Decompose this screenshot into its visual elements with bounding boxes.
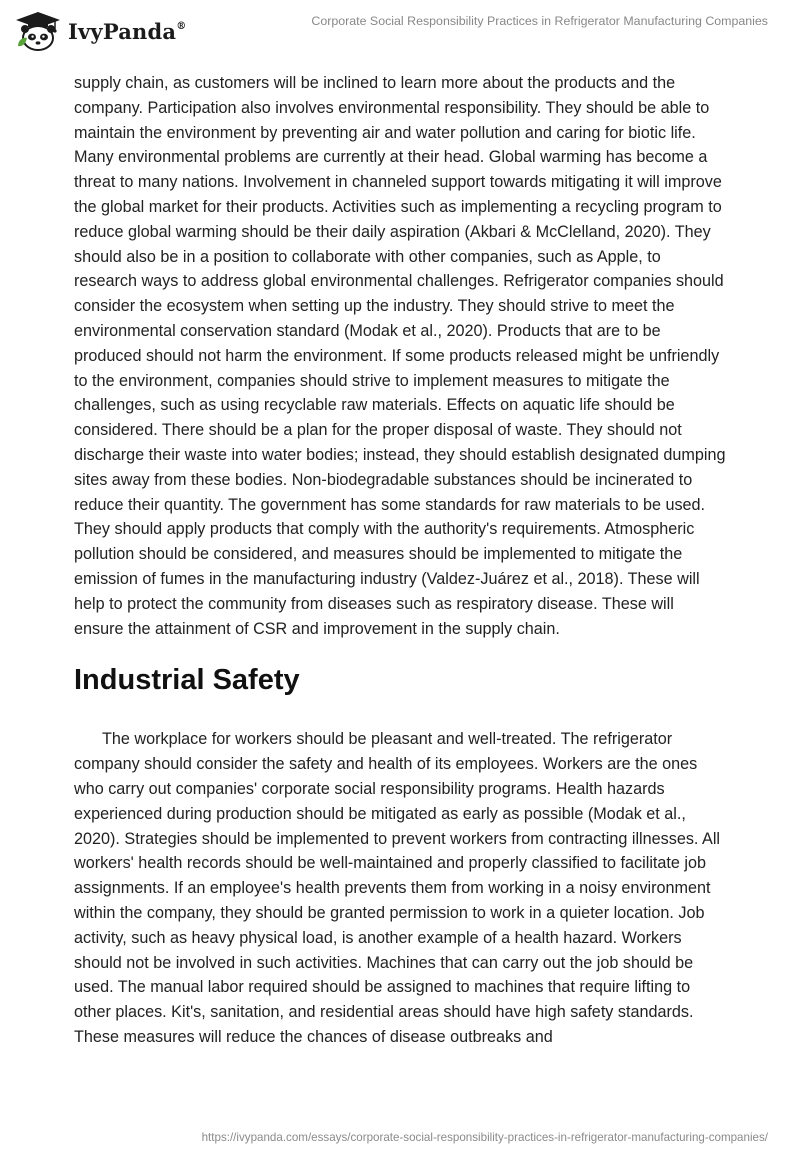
registered-mark: ® xyxy=(176,20,187,32)
source-url[interactable]: https://ivypanda.com/essays/corporate-social-responsibility-practices-in-refrigerator-manufacturing-companies/ xyxy=(201,1131,768,1144)
body-paragraph: supply chain, as customers will be inclined to learn more about the products and the company. Participation also involves environmental responsibility. They should be able to maintain the environment by preventing air and water pollution and caring for biotic life. Many environmental problems are currently at their head. Global warming has become a threat to many nations. Involvement in channeled support towards mitigating it will improve the global market for their products. Activities such as implementing a recycling program to reduce global warming should be their daily aspiration (Akbari & McClelland, 2020). They should also be in a position to collaborate with other companies, such as Apple, to research ways to address global environmental challenges. Refrigerator companies should consider the ecosystem when setting up the industry. They should strive to meet the environmental conservation standard (Modak et al., 2020). Products that are to be produced should not harm the environment. If some products released might be unfriendly to the environment, companies should strive to implement measures to mitigate the challenges, such as using recyclable raw materials. Effects on aquatic life should be considered. There should be a plan for the proper disposal of waste. They should not discharge their waste into water bodies; instead, they should establish designated dumping sites away from these bodies. Non-biodegradable substances should be incinerated to reduce their quantity. The government has some standards for raw materials to be used. They should apply products that comply with the authority's requirements. Atmospheric pollution should be considered, and measures should be implemented to mitigate the emission of fumes in the manufacturing industry (Valdez-Juárez et al., 2018). These will help to protect the community from diseases such as respiratory disease. These will ensure the attainment of CSR and improvement in the supply chain. xyxy=(74,74,726,638)
section-heading: Industrial Safety xyxy=(74,664,300,697)
page-header xyxy=(0,0,800,64)
panda-graduation-cap-icon xyxy=(14,10,62,52)
essay-content xyxy=(74,71,726,1050)
body-paragraph: The workplace for workers should be pleasant and well-treated. The refrigerator company should consider the safety and health of its employees. Workers are the ones who carry out companies' corporate social responsibility programs. Health hazards experienced during production should be mitigated as early as possible (Modak et al., 2020). Strategies should be implemented to prevent workers from contracting illnesses. All workers' health records should be well-maintained and properly classified to facilitate job assignments. If an employee's health prevents them from working in a noisy environment within the company, they should be granted permission to work in a quieter location. Job activity, such as heavy physical load, is another example of a health hazard. Workers should not be involved in such activities. Machines that can carry out the job should be used. The manual labor required should be assigned to machines that require lifting to other places. Kit's, sanitation, and residential areas should have high safety standards. These measures will reduce the chances of disease outbreaks and xyxy=(74,730,721,1046)
brand-name: IvyPanda® xyxy=(68,18,187,44)
brand-logo[interactable] xyxy=(14,8,186,54)
document-title: Corporate Social Responsibility Practices in Refrigerator Manufacturing Companies xyxy=(311,14,768,28)
